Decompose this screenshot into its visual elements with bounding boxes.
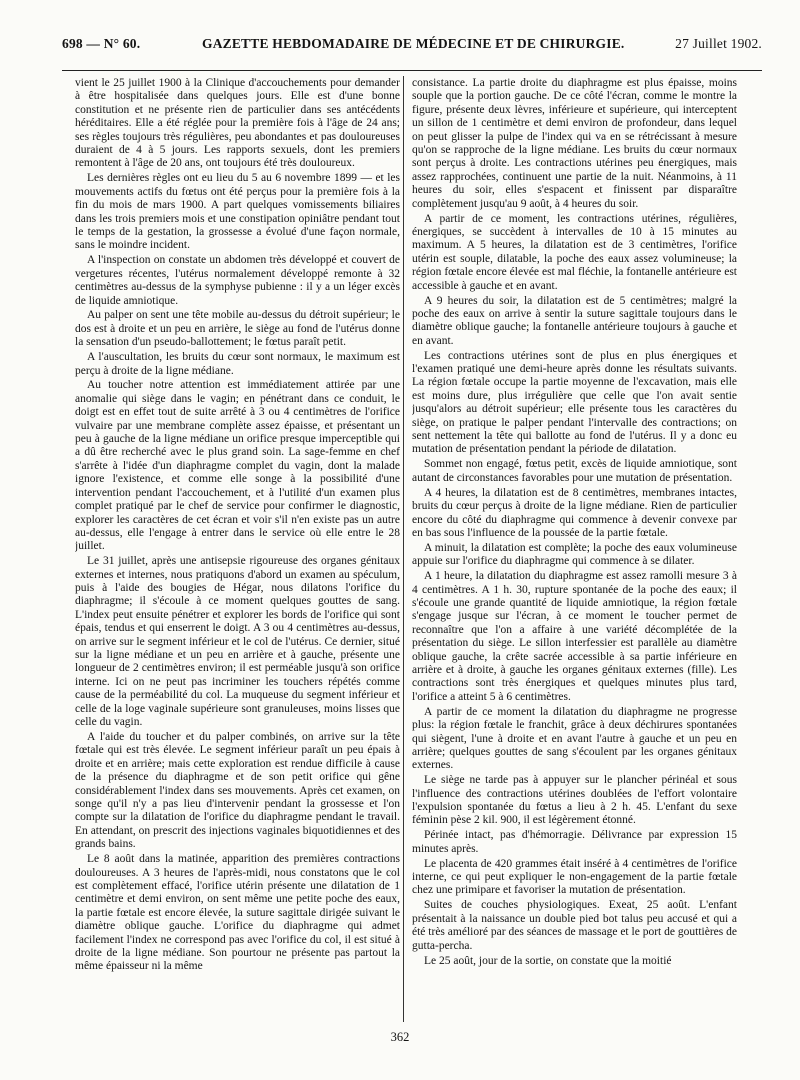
paragraph: A partir de ce moment la dilatation du diaphragme ne progresse plus: la région fœtale le franchit, grâce à deux déchirures spontanées qui siègent, l'une à droite et en avant l'autre à gauche et un peu en arrière; quelques gouttes de sang s'écoulent par les organes génitaux externes. xyxy=(412,705,737,772)
running-head xyxy=(62,34,762,58)
right-column xyxy=(412,77,737,1025)
paragraph: Le 25 août, jour de la sortie, on constate que la moitié xyxy=(424,954,672,967)
paragraph: A 9 heures du soir, la dilatation est de 5 centimètres; malgré la poche des eaux on arrive à sentir la suture sagittale toujours dans le diamètre oblique gauche; la fontanelle antérieure toujours à gauche et en avant. xyxy=(412,294,737,347)
paragraph: Au toucher notre attention est immédiatement attirée par une anomalie qui siège dans le vagin; en pénétrant dans ce conduit, le doigt est en effet tout de suite arrêté à 3 ou 4 centimètres de l'orifice vulvaire par une membrane complète assez épaisse, et présentant un peu à gauche de la ligne médiane un orifice presque imperceptible qui a dû être recherché avec le plus grand soin. La sage-femme en chef s'arrête à l'idée d'un diaphragme complet du vagin, dont la malade ignore l'existence, et comme elle songe à la possibilité d'une intervention pendant l'accouchement, et à l'utilité d'un examen plus complet pratiqué par le chef de service pour confirmer le diagnostic, explorer les caractères de cet écran et voir s'il n'en existe pas un autre au-dessus, elle l'engage à entrer dans le service où elle entre le 28 juillet. xyxy=(75,379,400,553)
paragraph: A 4 heures, la dilatation est de 8 centimètres, membranes intactes, bruits du cœur perçus à droite de la ligne médiane. Rien de particulier encore du côté du diaphragme qui commence à devenir convexe par en bas sous l'influence de la poussée de la partie fœtale. xyxy=(412,486,737,539)
issue-date: 27 Juillet 1902. xyxy=(675,36,762,51)
paragraph: consistance. La partie droite du diaphragme est plus épaisse, moins souple que la portion gauche. De ce côté l'écran, comme le montre la figure, présente deux lèvres, inférieure et supérieure, qui interceptent un sillon de 1 centimètre et demi environ de profondeur, dans lequel on peut glisser la pulpe de l'index qui va en se rétrécissant à mesure qu'on se rapproche de la ligne médiane. Les bruits du cœur normaux sont perçus à droite. Les contractions utérines peu énergiques, mais assez rapprochées, continuent une partie de la nuit. Néanmoins, à 11 heures du soir, elles s'espacent et finissent par disparaître complètement jusqu'au 9 août, à 4 heures du soir. xyxy=(412,77,737,210)
paragraph: A minuit, la dilatation est complète; la poche des eaux volumineuse appuie sur l'orifice du diaphragme qui commence à se dilater. xyxy=(412,541,737,568)
journal-title: GAZETTE HEBDOMADAIRE DE MÉDECINE ET DE CHIRURGIE. xyxy=(202,36,625,51)
paragraph: A l'auscultation, les bruits du cœur sont normaux, le maximum est perçu à droite de la ligne médiane. xyxy=(75,351,400,377)
column-divider xyxy=(403,76,404,1022)
page-issue-number: 698 — N° 60. xyxy=(62,36,141,51)
paragraph: Périnée intact, pas d'hémorragie. Délivrance par expression 15 minutes après. xyxy=(412,829,737,855)
paragraph: Les contractions utérines sont de plus en plus énergiques et l'examen pratiqué une demi-heure après donne les résultats suivants. La région fœtale occupe la partie moyenne de l'excavation, mais elle est moins dure, plus irrégulière que celle que l'on avait sentie jusqu'alors au détroit supérieur; elle présente tous les caractères du siège, on pratique le palper pendant l'intervalle des contractions; on sent nettement la tête qui ballotte au fond de l'utérus. Il y a donc eu mutation de présentation pendant la période de dilatation. xyxy=(412,349,737,456)
paragraph: Sommet non engagé, fœtus petit, excès de liquide amniotique, sont autant de circonstances favorables pour une mutation de présentation. xyxy=(412,458,737,484)
paragraph: Le 8 août dans la matinée, apparition des premières contractions douloureuses. A 3 heures de l'après-midi, nous constatons que le col est complètement effacé, l'orifice utérin présente une dilatation de 1 centimètre et demi environ, on sent même une petite poche des eaux, la partie fœtale est encore élevée, la suture sagittale dirigée suivant le diamètre oblique gauche. L'orifice du diaphragme qui admet facilement l'index ne correspond pas avec l'orifice du col, il est situé à droite de la ligne médiane. Son pourtour ne présente pas partout la même épaisseur ni la même xyxy=(75,853,400,973)
paragraph: A l'aide du toucher et du palper combinés, on arrive sur la tête fœtale qui est très élevée. Le segment inférieur paraît un peu épais à droite et en arrière; mais cette exploration est rendue difficile à cause de la présence du diaphragme et de son petit orifice qui gêne considérablement l'index dans ses mouvements. Après cet examen, on songe qu'il n'y a pas lieu d'intervenir pendant la grossesse et l'on compte sur la dilatation de l'orifice du diaphragme pendant le travail. En attendant, on prescrit des injections vaginales biquotidiennes et des grands bains. xyxy=(75,731,400,851)
paragraph: Les dernières règles ont eu lieu du 5 au 6 novembre 1899 — et les mouvements actifs du fœtus ont été perçus pour la première fois à la fin du mois de mars 1900. A part quelques vomissements biliaires dans les trois premiers mois et une constipation opiniâtre pendant tout le temps de la gestation, la grossesse a évolué d'une façon normale, sans le moindre incident. xyxy=(75,172,400,252)
paragraph: Le placenta de 420 grammes était inséré à 4 centimètres de l'orifice interne, ce qui peut expliquer le non-engagement de la partie fœtale chez une primipare et favoriser la mutation de présentation. xyxy=(412,857,737,897)
paragraph: A partir de ce moment, les contractions utérines, régulières, énergiques, se succèdent à intervalles de 10 à 15 minutes au maximum. A 5 heures, la dilatation est de 3 centimètres, l'orifice utérin est souple, dilatable, la poche des eaux assez volumineuse; la région fœtale encore élevée est mal fléchie, la fontanelle antérieure est accessible à gauche et en avant. xyxy=(412,212,737,292)
paragraph: vient le 25 juillet 1900 à la Clinique d'accouchements pour demander à être hospitalisée dans quelques jours. Elle est d'une bonne constitution et ne présente rien de particulier dans ses antécédents héréditaires. Elle a été réglée pour la première fois à l'âge de 24 ans; ses règles toujours très régulières, peu abondantes et pas douloureuses duraient de 4 à 5 jours. Les rapports sexuels, dont les premiers remontent à l'âge de 20 ans, ont toujours été très douloureux. xyxy=(75,77,400,170)
paragraph: Le siège ne tarde pas à appuyer sur le plancher périnéal et sous l'influence des contractions utérines doublées de l'effort volontaire l'expulsion spontanée du fœtus a lieu à 2 h. 45. L'enfant du sexe féminin pèse 2 kil. 900, il est légèrement étonné. xyxy=(412,774,737,827)
paragraph: Le 31 juillet, après une antisepsie rigoureuse des organes génitaux externes et internes, nous pratiquons d'abord un examen au spéculum, puis à l'aide des bougies de Hégar, nous dilatons l'orifice du diaphragme; il s'écoule à ce moment quelques gouttes de sang. L'index peut ensuite pénétrer et explorer les bords de l'orifice qui sont épais, tendus et qui enserrent le doigt. A 3 ou 4 centimètres au-dessus, on arrive sur le segment inférieur et le col de l'utérus. Ce dernier, situé sur la ligne médiane et un peu en arrière et à gauche, présente une longueur de 2 centimètres environ; il est perméable jusqu'à son orifice interne. Ici on ne peut pas incriminer les touchers répétés comme cause de la perméabilité du col. La muqueuse du segment inférieur et celle de la loge vaginale supérieure sont granuleuses, moins lisses que celle du vagin. xyxy=(75,555,400,729)
paragraph: Au palper on sent une tête mobile au-dessus du détroit supérieur; le dos est à droite et un peu en arrière, le siège au fond de l'utérus donne la sensation d'un pseudo-ballottement; le fœtus paraît petit. xyxy=(75,309,400,349)
paragraph: A l'inspection on constate un abdomen très développé et couvert de vergetures récentes, l'utérus normalement développé remonte à 32 centimètres au-dessus de la symphyse pubienne : il y a un léger excès de liquide amniotique. xyxy=(75,254,400,307)
paragraph: A 1 heure, la dilatation du diaphragme est assez ramolli mesure 3 à 4 centimètres. A 1 h. 30, rupture spontanée de la poche des eaux; il s'écoule une grande quantité de liquide amniotique, la région fœtale s'engage jusque sur l'écran, à ce moment le toucher permet de reconnaître que l'on a affaire à une variété décomplétée de la présentation du siège. Le sillon interfessier est parallèle au diamètre oblique gauche, la crête sacrée accessible à sa partie inférieure en arrière et à droite, à gauche les organes génitaux externes (fille). Les contractions sont très énergiques et quelques minutes plus tard, l'orifice a atteint 5 à 6 centimètres. xyxy=(412,570,737,703)
paragraph: Suites de couches physiologiques. Exeat, 25 août. L'enfant présentait à la naissance un double pied bot talus peu accusé et qui a été très amélioré par des séances de massage et le port de gouttières de gutta-percha. xyxy=(412,899,737,952)
left-column xyxy=(75,77,400,1025)
page-folio: 362 xyxy=(390,1030,410,1044)
header-rule xyxy=(62,70,762,71)
